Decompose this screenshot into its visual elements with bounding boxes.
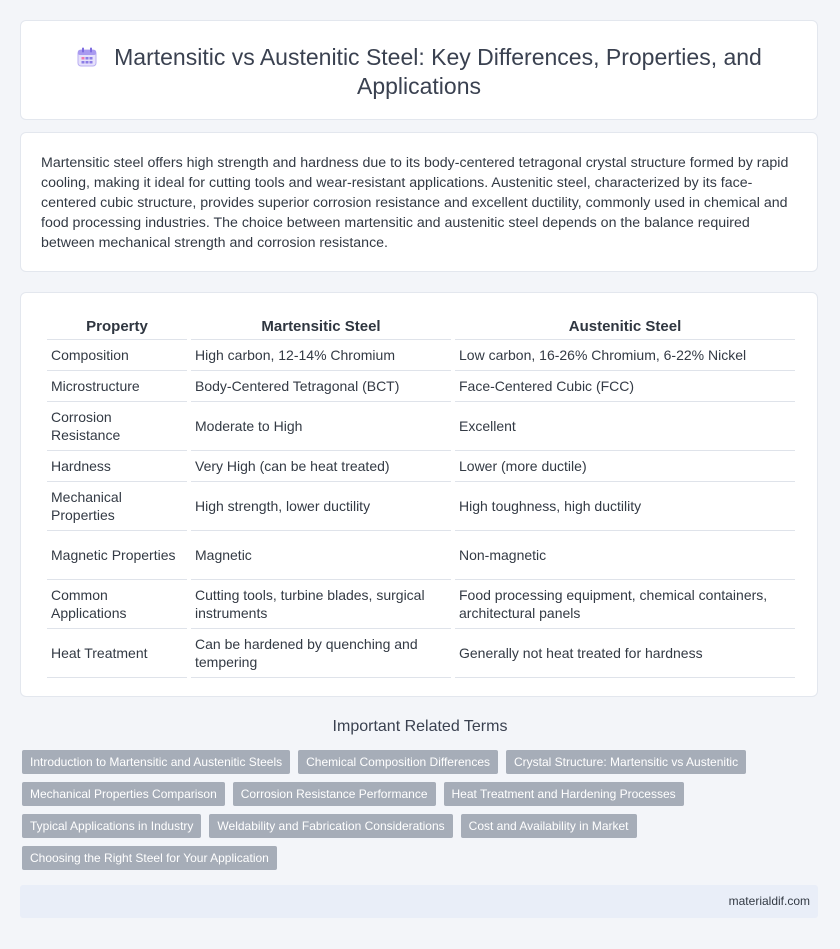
related-term-tag[interactable]: Choosing the Right Steel for Your Application xyxy=(22,846,277,870)
row-martensitic: High strength, lower ductility xyxy=(191,482,451,531)
table-header-row xyxy=(47,313,795,340)
footer-site-link[interactable]: materialdif.com xyxy=(728,894,810,908)
header-card xyxy=(20,20,818,120)
related-term-tag[interactable]: Corrosion Resistance Performance xyxy=(233,782,436,806)
row-property: Corrosion Resistance xyxy=(47,402,187,451)
row-austenitic: Non-magnetic xyxy=(455,531,795,580)
row-austenitic: High toughness, high ductility xyxy=(455,482,795,531)
comparison-card xyxy=(20,292,818,697)
calendar-icon xyxy=(76,46,98,68)
related-term-tag[interactable]: Cost and Availability in Market xyxy=(461,814,637,838)
table-row xyxy=(47,531,795,580)
table-row xyxy=(47,580,795,629)
row-martensitic: Cutting tools, turbine blades, surgical instruments xyxy=(191,580,451,629)
table-row xyxy=(47,340,795,371)
related-term-tag[interactable]: Mechanical Properties Comparison xyxy=(22,782,225,806)
row-martensitic: Very High (can be heat treated) xyxy=(191,451,451,482)
row-property: Hardness xyxy=(47,451,187,482)
row-property: Common Applications xyxy=(47,580,187,629)
related-terms-title: Important Related Terms xyxy=(332,718,508,735)
row-austenitic: Lower (more ductile) xyxy=(455,451,795,482)
row-austenitic: Low carbon, 16-26% Chromium, 6-22% Nickel xyxy=(455,340,795,371)
table-row xyxy=(47,371,795,402)
footer-bar xyxy=(20,885,818,918)
row-martensitic: Body-Centered Tetragonal (BCT) xyxy=(191,371,451,402)
related-term-tag[interactable]: Chemical Composition Differences xyxy=(298,750,498,774)
row-property: Composition xyxy=(47,340,187,371)
row-austenitic: Face-Centered Cubic (FCC) xyxy=(455,371,795,402)
related-term-tag[interactable]: Crystal Structure: Martensitic vs Austenitic xyxy=(506,750,746,774)
page-title: Martensitic vs Austenitic Steel: Key Differences, Properties, and Applications xyxy=(114,44,762,99)
row-property: Heat Treatment xyxy=(47,629,187,678)
header-austenitic: Austenitic Steel xyxy=(455,313,795,340)
page-title-row xyxy=(21,43,817,101)
intro-paragraph: Martensitic steel offers high strength and hardness due to its body-centered tetragonal crystal structure formed by rapid cooling, making it ideal for cutting tools and wear-resistant applications. Austenitic steel, characterized by its face-centered cubic structure, provides superior corrosion resistance and excellent ductility, commonly used in chemical and food processing industries. The choice between martensitic and austenitic steel depends on the balance required between mechanical strength and corrosion resistance. xyxy=(41,155,789,251)
header-martensitic: Martensitic Steel xyxy=(191,313,451,340)
row-martensitic: Moderate to High xyxy=(191,402,451,451)
table-row xyxy=(47,629,795,678)
row-martensitic: Can be hardened by quenching and tempering xyxy=(191,629,451,678)
comparison-table xyxy=(43,313,799,678)
table-row xyxy=(47,402,795,451)
related-terms-list xyxy=(22,750,802,870)
row-martensitic: High carbon, 12-14% Chromium xyxy=(191,340,451,371)
row-austenitic: Generally not heat treated for hardness xyxy=(455,629,795,678)
intro-card xyxy=(20,132,818,272)
related-term-tag[interactable]: Weldability and Fabrication Considerations xyxy=(209,814,452,838)
related-term-tag[interactable]: Heat Treatment and Hardening Processes xyxy=(444,782,684,806)
table-row xyxy=(47,482,795,531)
row-property: Magnetic Properties xyxy=(47,531,187,580)
row-property: Microstructure xyxy=(47,371,187,402)
table-row xyxy=(47,451,795,482)
row-austenitic: Excellent xyxy=(455,402,795,451)
related-term-tag[interactable]: Typical Applications in Industry xyxy=(22,814,201,838)
row-property: Mechanical Properties xyxy=(47,482,187,531)
row-austenitic: Food processing equipment, chemical containers, architectural panels xyxy=(455,580,795,629)
header-property: Property xyxy=(47,313,187,340)
row-martensitic: Magnetic xyxy=(191,531,451,580)
related-term-tag[interactable]: Introduction to Martensitic and Austenitic Steels xyxy=(22,750,290,774)
